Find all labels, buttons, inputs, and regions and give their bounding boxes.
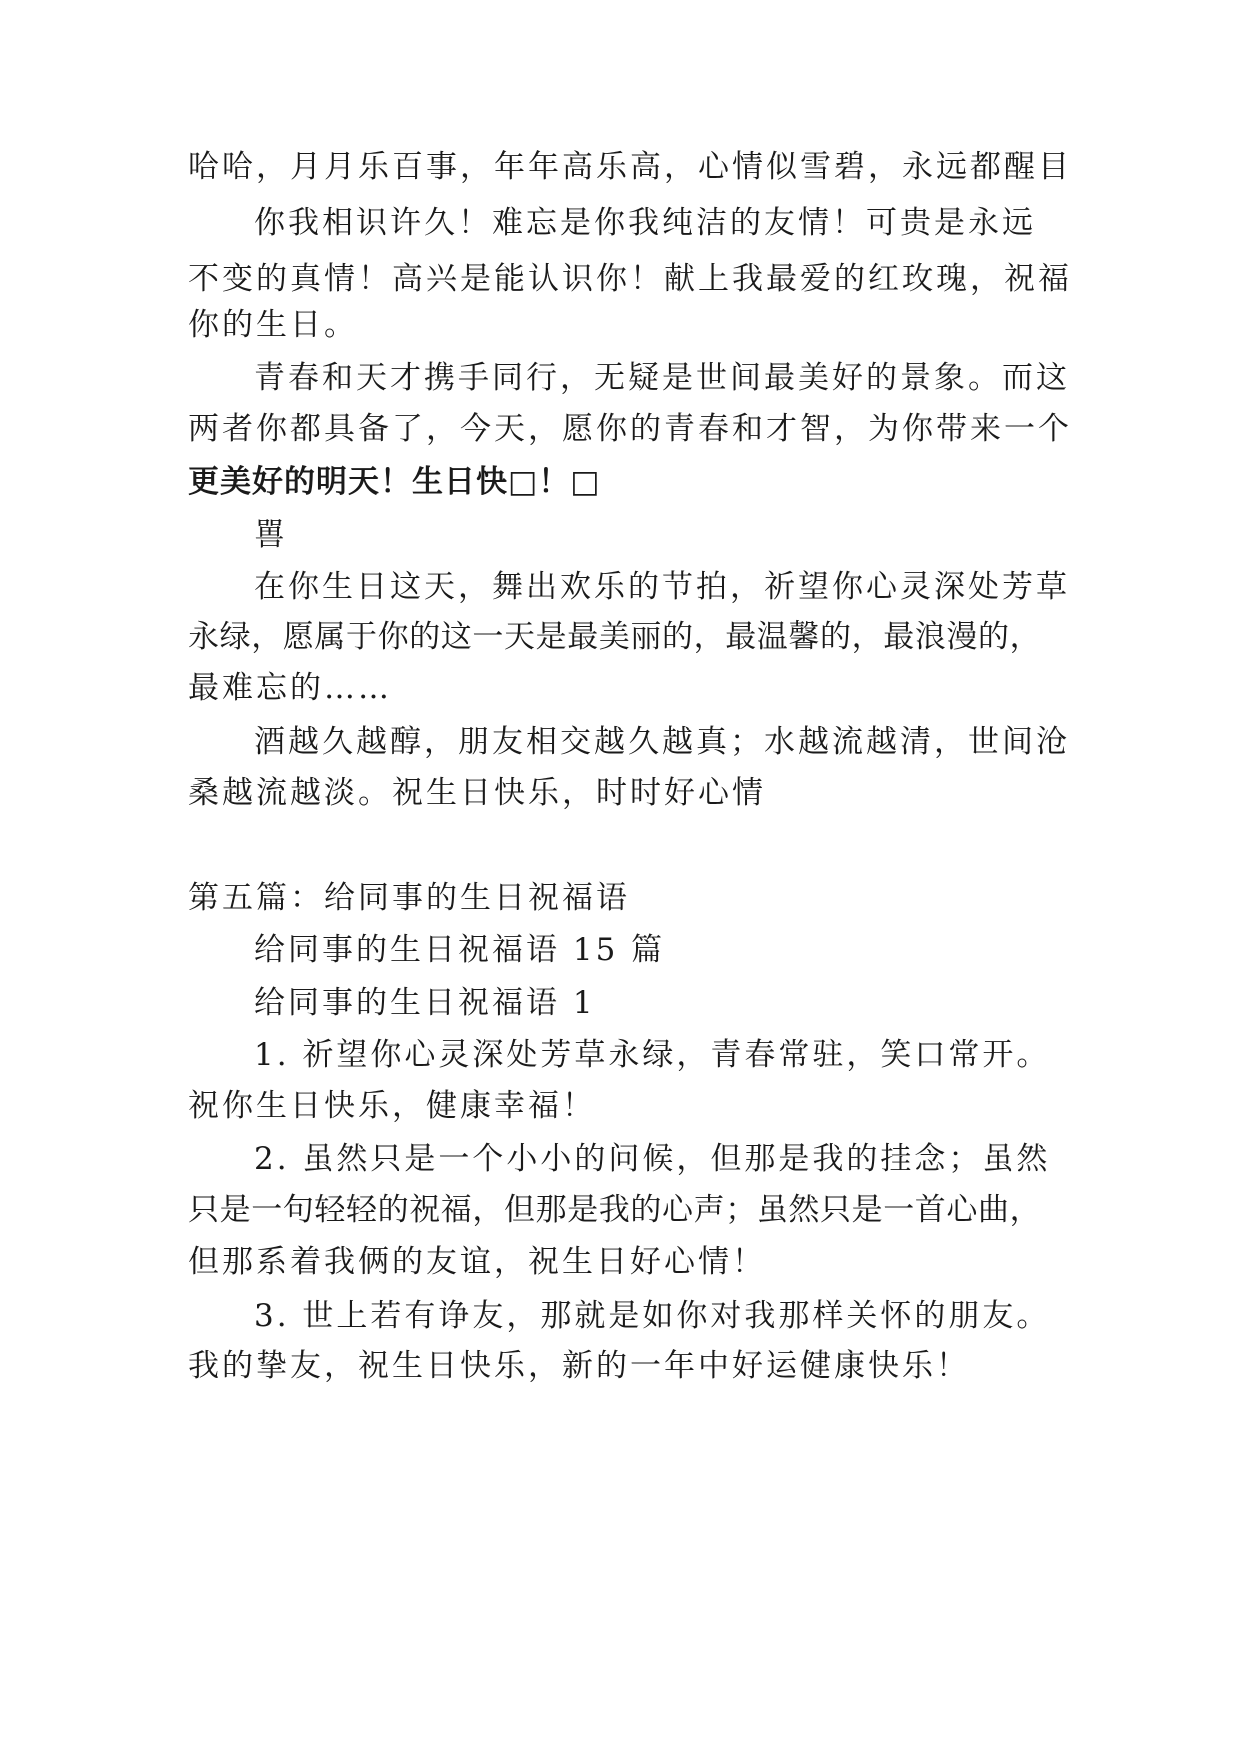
paragraph-line: 永绿，愿属于你的这一天是最美丽的，最温馨的，最浪漫的， — [188, 619, 1042, 655]
paragraph-line: 在你生日这天，舞出欢乐的节拍，祈望你心灵深处芳草 — [254, 569, 1070, 605]
paragraph-line: 你的生日。 — [188, 307, 358, 343]
paragraph-line: 酒越久越醇，朋友相交越久越真；水越流越清，世间沧 — [254, 724, 1070, 760]
subheading: 给同事的生日祝福语 1 — [254, 985, 596, 1021]
list-item-line: 2. 虽然只是一个小小的问候，但那是我的挂念；虽然 — [254, 1141, 1051, 1177]
paragraph-line: 桑越流越淡。祝生日快乐，时时好心情 — [188, 775, 766, 811]
list-item-line: 我的挚友，祝生日快乐，新的一年中好运健康快乐！ — [188, 1348, 970, 1384]
paragraph-line: 青春和天才携手同行，无疑是世间最美好的景象。而这 — [254, 360, 1070, 396]
paragraph-line: 哈哈，月月乐百事，年年高乐高，心情似雪碧，永远都醒目 — [188, 149, 1072, 185]
list-item-line: 祝你生日快乐，健康幸福！ — [188, 1088, 596, 1124]
paragraph-line: 最难忘的…… — [188, 670, 392, 706]
paragraph-line: 不变的真情！高兴是能认识你！献上我最爱的红玫瑰，祝福 — [188, 261, 1072, 297]
section-heading: 第五篇：给同事的生日祝福语 — [188, 880, 630, 916]
list-item-line: 但那系着我俩的友谊，祝生日好心情！ — [188, 1244, 766, 1280]
paragraph-line: 你我相识许久！难忘是你我纯洁的友情！可贵是永远 — [254, 205, 1036, 241]
bold-line: 更美好的明天！生日快□！□ — [188, 464, 601, 500]
stray-glyph: 嘼 — [254, 517, 288, 553]
list-item-line: 只是一句轻轻的祝福，但那是我的心声；虽然只是一首心曲， — [188, 1192, 1042, 1228]
list-item-line: 3. 世上若有诤友，那就是如你对我那样关怀的朋友。 — [254, 1298, 1051, 1334]
paragraph-line: 两者你都具备了，今天，愿你的青春和才智，为你带来一个 — [188, 411, 1072, 447]
list-item-line: 1. 祈望你心灵深处芳草永绿，青春常驻，笑口常开。 — [254, 1037, 1051, 1073]
subheading: 给同事的生日祝福语 15 篇 — [254, 932, 666, 968]
